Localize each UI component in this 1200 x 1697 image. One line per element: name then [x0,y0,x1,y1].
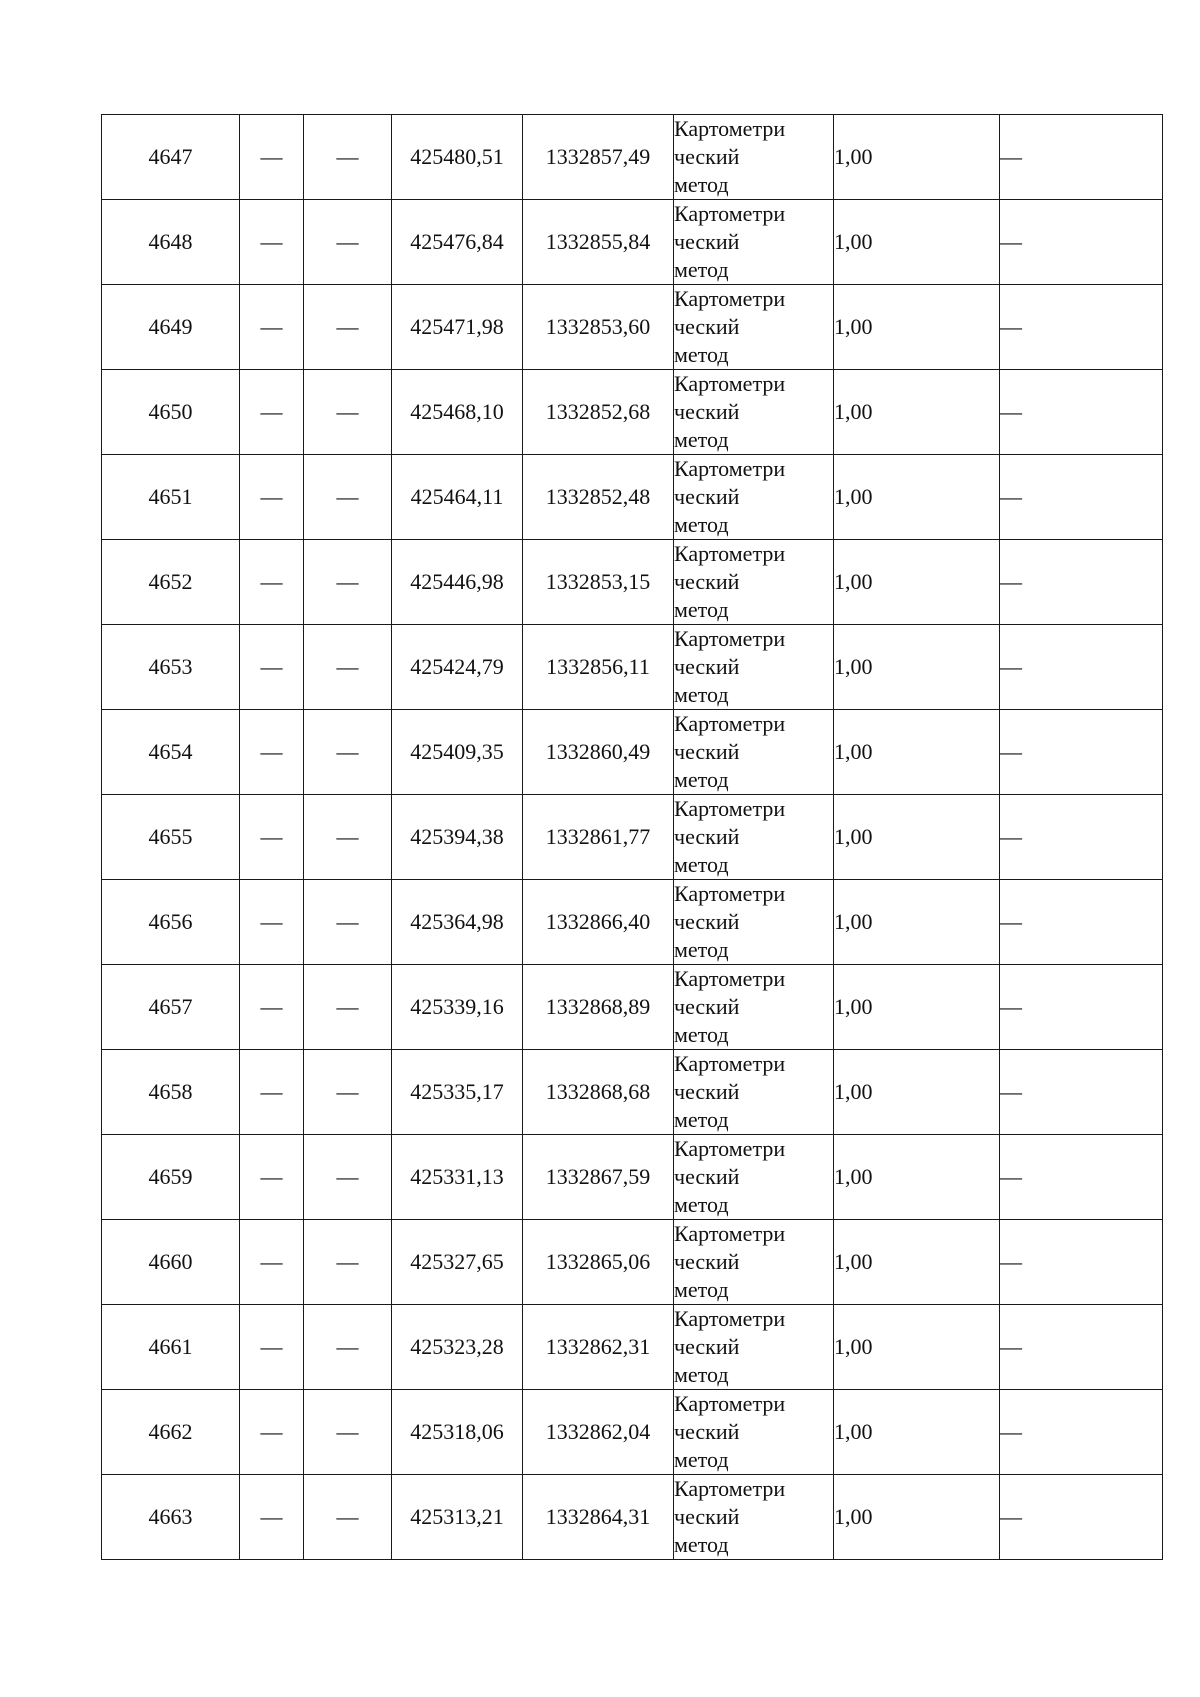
description-cell [1000,1050,1163,1135]
old-y-cell-text: — [336,654,359,679]
old-y-cell-text: — [336,144,359,169]
x-coordinate-cell-text: 425446,98 [410,569,504,594]
x-coordinate-cell-text: 425468,10 [410,399,504,424]
x-coordinate-cell [392,455,523,540]
method-cell [674,540,834,625]
coordinates-table [101,114,1163,1560]
x-coordinate-cell [392,370,523,455]
x-coordinate-cell [392,1050,523,1135]
old-y-cell-text: — [336,739,359,764]
point-number-cell [102,710,240,795]
old-x-cell-text: — [260,1504,283,1529]
y-coordinate-cell-text: 1332866,40 [545,909,651,934]
y-coordinate-cell-text: 1332856,11 [546,654,650,679]
method-cell-text: Картометри ческий метод [674,1051,786,1132]
table-body [102,115,1163,1560]
precision-cell-text: 1,00 [834,229,873,254]
point-number-cell-text: 4663 [148,1504,193,1529]
y-coordinate-cell [523,795,674,880]
description-cell [1000,455,1163,540]
x-coordinate-cell-text: 425476,84 [410,229,504,254]
method-cell-text: Картометри ческий метод [674,966,786,1047]
point-number-cell-text: 4650 [148,399,193,424]
description-cell-text: — [1000,909,1022,934]
method-cell-text: Картометри ческий метод [674,626,786,707]
table-row [102,455,1163,540]
method-cell-text: Картометри ческий метод [674,456,786,537]
x-coordinate-cell [392,965,523,1050]
x-coordinate-cell-text: 425464,11 [410,484,504,509]
method-cell [674,200,834,285]
y-coordinate-cell [523,285,674,370]
table-row [102,1305,1163,1390]
y-coordinate-cell-text: 1332852,68 [545,399,651,424]
old-x-cell-text: — [260,484,283,509]
precision-cell [834,880,1000,965]
precision-cell [834,1135,1000,1220]
point-number-cell [102,1390,240,1475]
old-x-cell [240,540,304,625]
table-row [102,540,1163,625]
x-coordinate-cell-text: 425480,51 [410,144,504,169]
precision-cell-text: 1,00 [834,1334,873,1359]
old-x-cell-text: — [260,739,283,764]
point-number-cell-text: 4652 [148,569,193,594]
old-y-cell-text: — [336,1419,359,1444]
description-cell-text: — [1000,1334,1022,1359]
point-number-cell [102,1050,240,1135]
point-number-cell [102,455,240,540]
table-row [102,370,1163,455]
method-cell [674,625,834,710]
y-coordinate-cell-text: 1332861,77 [545,824,651,849]
method-cell-text: Картометри ческий метод [674,796,786,877]
precision-cell-text: 1,00 [834,654,873,679]
precision-cell-text: 1,00 [834,909,873,934]
description-cell-text: — [1000,1079,1022,1104]
old-x-cell-text: — [260,909,283,934]
y-coordinate-cell-text: 1332853,15 [545,569,651,594]
old-y-cell [304,285,392,370]
description-cell-text: — [1000,739,1022,764]
old-x-cell-text: — [260,654,283,679]
table-row [102,965,1163,1050]
description-cell-text: — [1000,569,1022,594]
y-coordinate-cell-text: 1332855,84 [545,229,651,254]
precision-cell [834,1305,1000,1390]
y-coordinate-cell [523,965,674,1050]
precision-cell [834,200,1000,285]
old-x-cell [240,710,304,795]
table-row [102,1220,1163,1305]
old-x-cell [240,455,304,540]
old-x-cell [240,1220,304,1305]
old-y-cell [304,1135,392,1220]
x-coordinate-cell [392,880,523,965]
point-number-cell-text: 4647 [148,144,193,169]
description-cell-text: — [1000,144,1022,169]
y-coordinate-cell-text: 1332860,49 [545,739,651,764]
precision-cell [834,710,1000,795]
old-y-cell [304,1305,392,1390]
y-coordinate-cell [523,370,674,455]
point-number-cell [102,965,240,1050]
method-cell-text: Картометри ческий метод [674,711,786,792]
x-coordinate-cell [392,540,523,625]
old-y-cell-text: — [336,229,359,254]
description-cell-text: — [1000,484,1022,509]
method-cell [674,710,834,795]
precision-cell-text: 1,00 [834,1419,873,1444]
method-cell [674,965,834,1050]
precision-cell [834,115,1000,200]
method-cell [674,1475,834,1560]
method-cell-text: Картометри ческий метод [674,371,786,452]
table-row [102,1050,1163,1135]
old-x-cell [240,115,304,200]
point-number-cell-text: 4655 [148,824,193,849]
x-coordinate-cell-text: 425313,21 [410,1504,504,1529]
old-x-cell-text: — [260,1079,283,1104]
precision-cell [834,625,1000,710]
old-y-cell [304,200,392,285]
precision-cell-text: 1,00 [834,1249,873,1274]
table-row [102,1135,1163,1220]
old-x-cell [240,1305,304,1390]
y-coordinate-cell-text: 1332868,89 [545,994,651,1019]
point-number-cell [102,1305,240,1390]
y-coordinate-cell [523,1390,674,1475]
description-cell-text: — [1000,1164,1022,1189]
y-coordinate-cell [523,1135,674,1220]
old-x-cell-text: — [260,1419,283,1444]
method-cell-text: Картометри ческий метод [674,1306,786,1387]
x-coordinate-cell [392,710,523,795]
old-x-cell-text: — [260,569,283,594]
method-cell [674,1050,834,1135]
table-row [102,115,1163,200]
old-y-cell [304,540,392,625]
precision-cell-text: 1,00 [834,1504,873,1529]
old-y-cell-text: — [336,824,359,849]
old-x-cell [240,285,304,370]
old-y-cell [304,115,392,200]
y-coordinate-cell [523,710,674,795]
description-cell-text: — [1000,654,1022,679]
precision-cell-text: 1,00 [834,144,873,169]
description-cell [1000,1390,1163,1475]
table-row [102,200,1163,285]
point-number-cell [102,115,240,200]
precision-cell-text: 1,00 [834,824,873,849]
x-coordinate-cell-text: 425327,65 [410,1249,504,1274]
old-x-cell [240,370,304,455]
old-y-cell [304,1050,392,1135]
precision-cell [834,1050,1000,1135]
old-y-cell-text: — [336,484,359,509]
table-row [102,880,1163,965]
description-cell [1000,540,1163,625]
old-x-cell [240,795,304,880]
x-coordinate-cell [392,200,523,285]
precision-cell-text: 1,00 [834,1079,873,1104]
x-coordinate-cell-text: 425471,98 [410,314,504,339]
y-coordinate-cell [523,1220,674,1305]
old-y-cell-text: — [336,314,359,339]
old-y-cell [304,1220,392,1305]
old-x-cell [240,1135,304,1220]
y-coordinate-cell [523,880,674,965]
precision-cell [834,965,1000,1050]
x-coordinate-cell-text: 425394,38 [410,824,504,849]
y-coordinate-cell-text: 1332864,31 [545,1504,651,1529]
y-coordinate-cell [523,455,674,540]
point-number-cell [102,1475,240,1560]
old-y-cell [304,1390,392,1475]
description-cell-text: — [1000,824,1022,849]
old-y-cell-text: — [336,994,359,1019]
table-row [102,1390,1163,1475]
precision-cell [834,1390,1000,1475]
precision-cell-text: 1,00 [834,739,873,764]
method-cell [674,1305,834,1390]
old-x-cell-text: — [260,1164,283,1189]
method-cell-text: Картометри ческий метод [674,1391,786,1472]
x-coordinate-cell [392,1220,523,1305]
old-y-cell-text: — [336,1164,359,1189]
x-coordinate-cell [392,1305,523,1390]
description-cell-text: — [1000,229,1022,254]
point-number-cell-text: 4648 [148,229,193,254]
old-y-cell [304,1475,392,1560]
x-coordinate-cell [392,795,523,880]
description-cell [1000,710,1163,795]
method-cell [674,1390,834,1475]
precision-cell [834,455,1000,540]
old-x-cell [240,965,304,1050]
precision-cell-text: 1,00 [834,1164,873,1189]
point-number-cell-text: 4649 [148,314,193,339]
x-coordinate-cell-text: 425409,35 [410,739,504,764]
y-coordinate-cell [523,1475,674,1560]
point-number-cell-text: 4657 [148,994,193,1019]
old-y-cell-text: — [336,569,359,594]
x-coordinate-cell-text: 425339,16 [410,994,504,1019]
precision-cell-text: 1,00 [834,994,873,1019]
method-cell [674,1220,834,1305]
precision-cell-text: 1,00 [834,569,873,594]
x-coordinate-cell [392,625,523,710]
old-x-cell [240,1050,304,1135]
method-cell-text: Картометри ческий метод [674,1136,786,1217]
description-cell [1000,1220,1163,1305]
description-cell [1000,880,1163,965]
y-coordinate-cell-text: 1332852,48 [545,484,651,509]
description-cell [1000,1475,1163,1560]
precision-cell [834,540,1000,625]
description-cell-text: — [1000,314,1022,339]
x-coordinate-cell-text: 425335,17 [410,1079,504,1104]
point-number-cell-text: 4653 [148,654,193,679]
method-cell-text: Картометри ческий метод [674,1476,786,1557]
x-coordinate-cell-text: 425364,98 [410,909,504,934]
old-y-cell [304,795,392,880]
method-cell-text: Картометри ческий метод [674,201,786,282]
x-coordinate-cell [392,1475,523,1560]
method-cell-text: Картометри ческий метод [674,1221,786,1302]
y-coordinate-cell-text: 1332853,60 [545,314,651,339]
y-coordinate-cell [523,1050,674,1135]
point-number-cell [102,285,240,370]
old-y-cell [304,880,392,965]
point-number-cell-text: 4661 [148,1334,193,1359]
y-coordinate-cell-text: 1332865,06 [545,1249,651,1274]
point-number-cell [102,540,240,625]
old-y-cell-text: — [336,1249,359,1274]
old-x-cell-text: — [260,314,283,339]
precision-cell [834,285,1000,370]
method-cell-text: Картометри ческий метод [674,116,786,197]
description-cell [1000,625,1163,710]
old-y-cell [304,370,392,455]
y-coordinate-cell [523,625,674,710]
old-y-cell-text: — [336,1334,359,1359]
y-coordinate-cell [523,115,674,200]
x-coordinate-cell-text: 425424,79 [410,654,504,679]
point-number-cell-text: 4660 [148,1249,193,1274]
old-x-cell [240,1475,304,1560]
point-number-cell-text: 4662 [148,1419,193,1444]
point-number-cell-text: 4658 [148,1079,193,1104]
point-number-cell [102,370,240,455]
method-cell-text: Картометри ческий метод [674,286,786,367]
old-y-cell [304,625,392,710]
description-cell [1000,370,1163,455]
old-y-cell-text: — [336,399,359,424]
table-row [102,710,1163,795]
description-cell-text: — [1000,1504,1022,1529]
method-cell [674,1135,834,1220]
y-coordinate-cell-text: 1332862,04 [545,1419,651,1444]
description-cell-text: — [1000,994,1022,1019]
precision-cell-text: 1,00 [834,314,873,339]
precision-cell [834,795,1000,880]
point-number-cell [102,1135,240,1220]
old-x-cell [240,1390,304,1475]
description-cell [1000,1305,1163,1390]
description-cell [1000,200,1163,285]
x-coordinate-cell [392,115,523,200]
x-coordinate-cell-text: 425323,28 [410,1334,504,1359]
method-cell [674,285,834,370]
y-coordinate-cell [523,540,674,625]
old-y-cell [304,710,392,795]
point-number-cell [102,625,240,710]
precision-cell-text: 1,00 [834,399,873,424]
precision-cell [834,1475,1000,1560]
old-y-cell [304,455,392,540]
y-coordinate-cell-text: 1332868,68 [545,1079,651,1104]
y-coordinate-cell-text: 1332867,59 [545,1164,651,1189]
method-cell [674,370,834,455]
point-number-cell-text: 4659 [148,1164,193,1189]
old-y-cell [304,965,392,1050]
description-cell-text: — [1000,1419,1022,1444]
point-number-cell-text: 4654 [148,739,193,764]
old-y-cell-text: — [336,1504,359,1529]
old-y-cell-text: — [336,909,359,934]
table-row [102,795,1163,880]
old-x-cell [240,880,304,965]
description-cell [1000,285,1163,370]
point-number-cell-text: 4651 [148,484,193,509]
old-x-cell-text: — [260,229,283,254]
precision-cell-text: 1,00 [834,484,873,509]
method-cell [674,115,834,200]
x-coordinate-cell [392,1390,523,1475]
x-coordinate-cell-text: 425318,06 [410,1419,504,1444]
method-cell-text: Картометри ческий метод [674,541,786,622]
point-number-cell [102,200,240,285]
point-number-cell [102,1220,240,1305]
method-cell [674,880,834,965]
y-coordinate-cell-text: 1332857,49 [545,144,651,169]
method-cell [674,795,834,880]
y-coordinate-cell-text: 1332862,31 [545,1334,651,1359]
point-number-cell-text: 4656 [148,909,193,934]
old-x-cell-text: — [260,1249,283,1274]
x-coordinate-cell [392,285,523,370]
x-coordinate-cell [392,1135,523,1220]
precision-cell [834,370,1000,455]
description-cell [1000,795,1163,880]
old-x-cell-text: — [260,144,283,169]
old-x-cell [240,625,304,710]
method-cell [674,455,834,540]
old-x-cell [240,200,304,285]
table-row [102,625,1163,710]
old-x-cell-text: — [260,824,283,849]
y-coordinate-cell [523,200,674,285]
old-x-cell-text: — [260,1334,283,1359]
old-x-cell-text: — [260,399,283,424]
old-y-cell-text: — [336,1079,359,1104]
method-cell-text: Картометри ческий метод [674,881,786,962]
description-cell-text: — [1000,1249,1022,1274]
precision-cell [834,1220,1000,1305]
description-cell [1000,965,1163,1050]
description-cell [1000,1135,1163,1220]
table-row [102,1475,1163,1560]
y-coordinate-cell [523,1305,674,1390]
description-cell-text: — [1000,399,1022,424]
old-x-cell-text: — [260,994,283,1019]
table-row [102,285,1163,370]
point-number-cell [102,795,240,880]
description-cell [1000,115,1163,200]
point-number-cell [102,880,240,965]
x-coordinate-cell-text: 425331,13 [410,1164,504,1189]
